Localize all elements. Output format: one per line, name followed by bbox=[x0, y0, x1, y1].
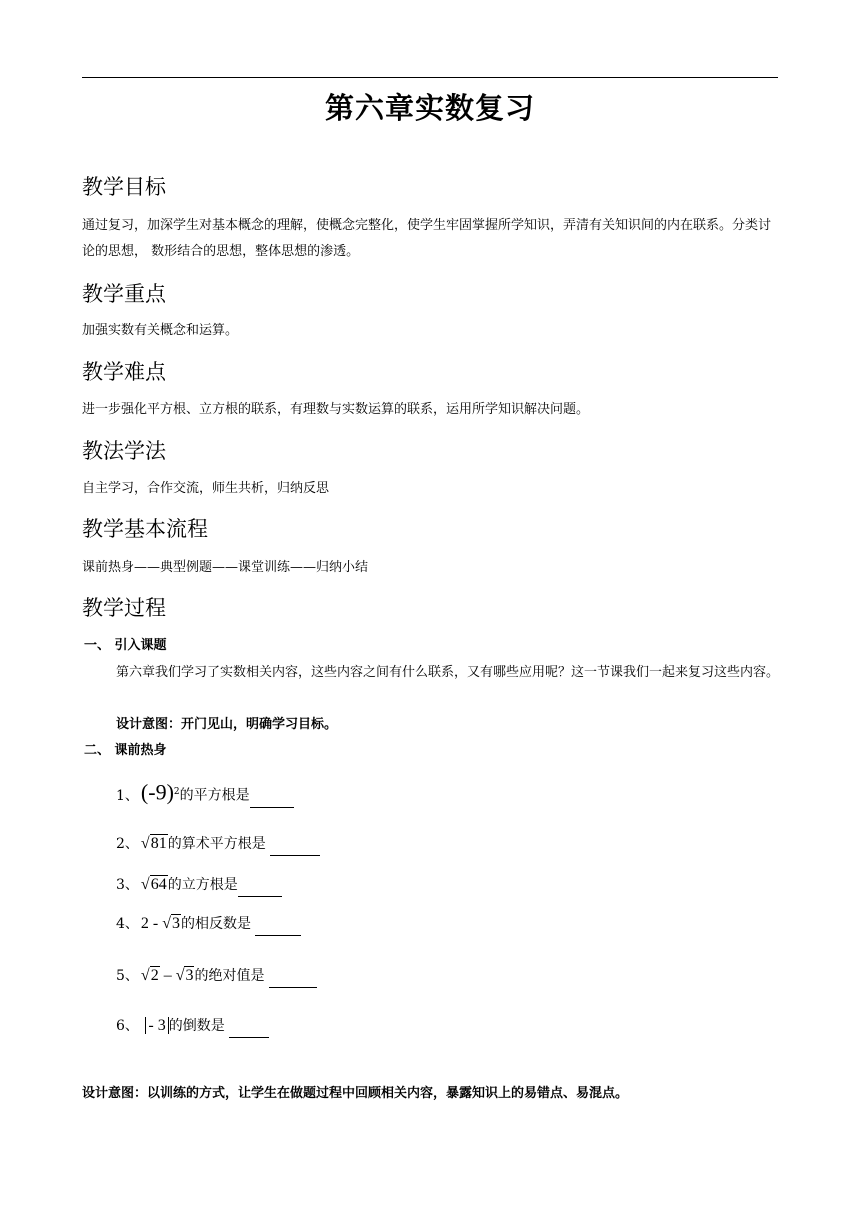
part1-design: 设计意图：开门见山，明确学习目标。 bbox=[116, 717, 338, 732]
question-number: 2、 bbox=[116, 836, 139, 852]
radicand: 64 bbox=[150, 876, 167, 893]
question-number: 3、 bbox=[116, 877, 139, 893]
question-text: 的倒数是 bbox=[168, 1018, 225, 1034]
text-method: 自主学习，合作交流，师生共析，归纳反思 bbox=[82, 481, 330, 496]
sqrt-symbol: √ bbox=[162, 915, 172, 932]
answer-blank[interactable] bbox=[250, 791, 294, 808]
text-goal: 通过复习，加深学生对基本概念的理解，使概念完整化，使学生牢固掌握所学知识，弄清有关知识间的内在联系。分类讨论的思想， 数形结合的思想，整体思想的渗透。 bbox=[82, 218, 772, 259]
part2-heading: 二、 课前热身 bbox=[84, 743, 167, 758]
radicand: 3 bbox=[172, 915, 181, 932]
text-flow: 课前热身——典型例题——课堂训练——归纳小结 bbox=[82, 560, 369, 575]
part2-design: 设计意图：以训练的方式，让学生在做题过程中回顾相关内容，暴露知识上的易错点、易混点。 bbox=[82, 1086, 629, 1101]
question-text: 的相反数是 bbox=[181, 916, 252, 932]
radicand: 81 bbox=[150, 835, 167, 852]
absolute-value: - 3 bbox=[145, 1017, 168, 1034]
math-exponent: 2 bbox=[173, 787, 180, 797]
question-3 bbox=[116, 873, 282, 897]
radicand-b: 3 bbox=[185, 967, 194, 984]
answer-blank[interactable] bbox=[269, 971, 317, 988]
sqrt-symbol: √ bbox=[140, 835, 150, 852]
heading-key: 教学重点 bbox=[82, 282, 166, 306]
page-title: 第六章实数复习 bbox=[324, 91, 535, 125]
header-rule bbox=[82, 77, 778, 78]
sqrt-symbol: √ bbox=[140, 967, 150, 984]
question-text: 的平方根是 bbox=[179, 787, 250, 804]
question-6 bbox=[116, 1014, 269, 1038]
part1-text: 第六章我们学习了实数相关内容，这些内容之间有什么联系，又有哪些应用呢？这一节课我们一起来复习这些内容。 bbox=[116, 665, 780, 680]
radicand-a: 2 bbox=[150, 967, 159, 984]
heading-flow: 教学基本流程 bbox=[82, 517, 208, 541]
question-number: 1、 bbox=[116, 787, 139, 804]
question-4 bbox=[116, 912, 301, 936]
question-number: 4、 bbox=[116, 916, 139, 932]
answer-blank[interactable] bbox=[229, 1021, 269, 1038]
answer-blank[interactable] bbox=[238, 880, 282, 897]
answer-blank[interactable] bbox=[270, 839, 320, 856]
question-1 bbox=[116, 780, 294, 808]
math-base: (-9) bbox=[140, 779, 174, 805]
heading-difficult: 教学难点 bbox=[82, 360, 166, 384]
question-number: 6、 bbox=[116, 1018, 139, 1034]
question-5 bbox=[116, 964, 317, 988]
answer-blank[interactable] bbox=[255, 919, 301, 936]
heading-process: 教学过程 bbox=[82, 596, 166, 620]
question-text: 的绝对值是 bbox=[194, 968, 265, 984]
math-lead: 2 - bbox=[140, 915, 163, 932]
heading-method: 教法学法 bbox=[82, 439, 166, 463]
question-text: 的算术平方根是 bbox=[167, 836, 266, 852]
sqrt-symbol: √ bbox=[175, 967, 185, 984]
question-number: 5、 bbox=[116, 968, 139, 984]
sqrt-symbol: √ bbox=[140, 876, 150, 893]
heading-goal: 教学目标 bbox=[82, 175, 166, 199]
question-2 bbox=[116, 832, 320, 856]
text-difficult: 进一步强化平方根、立方根的联系，有理数与实数运算的联系，运用所学知识解决问题。 bbox=[82, 402, 590, 417]
part1-heading: 一、 引入课题 bbox=[84, 638, 167, 653]
text-key: 加强实数有关概念和运算。 bbox=[82, 323, 239, 338]
question-text: 的立方根是 bbox=[167, 877, 238, 893]
math-minus: – bbox=[159, 967, 176, 984]
